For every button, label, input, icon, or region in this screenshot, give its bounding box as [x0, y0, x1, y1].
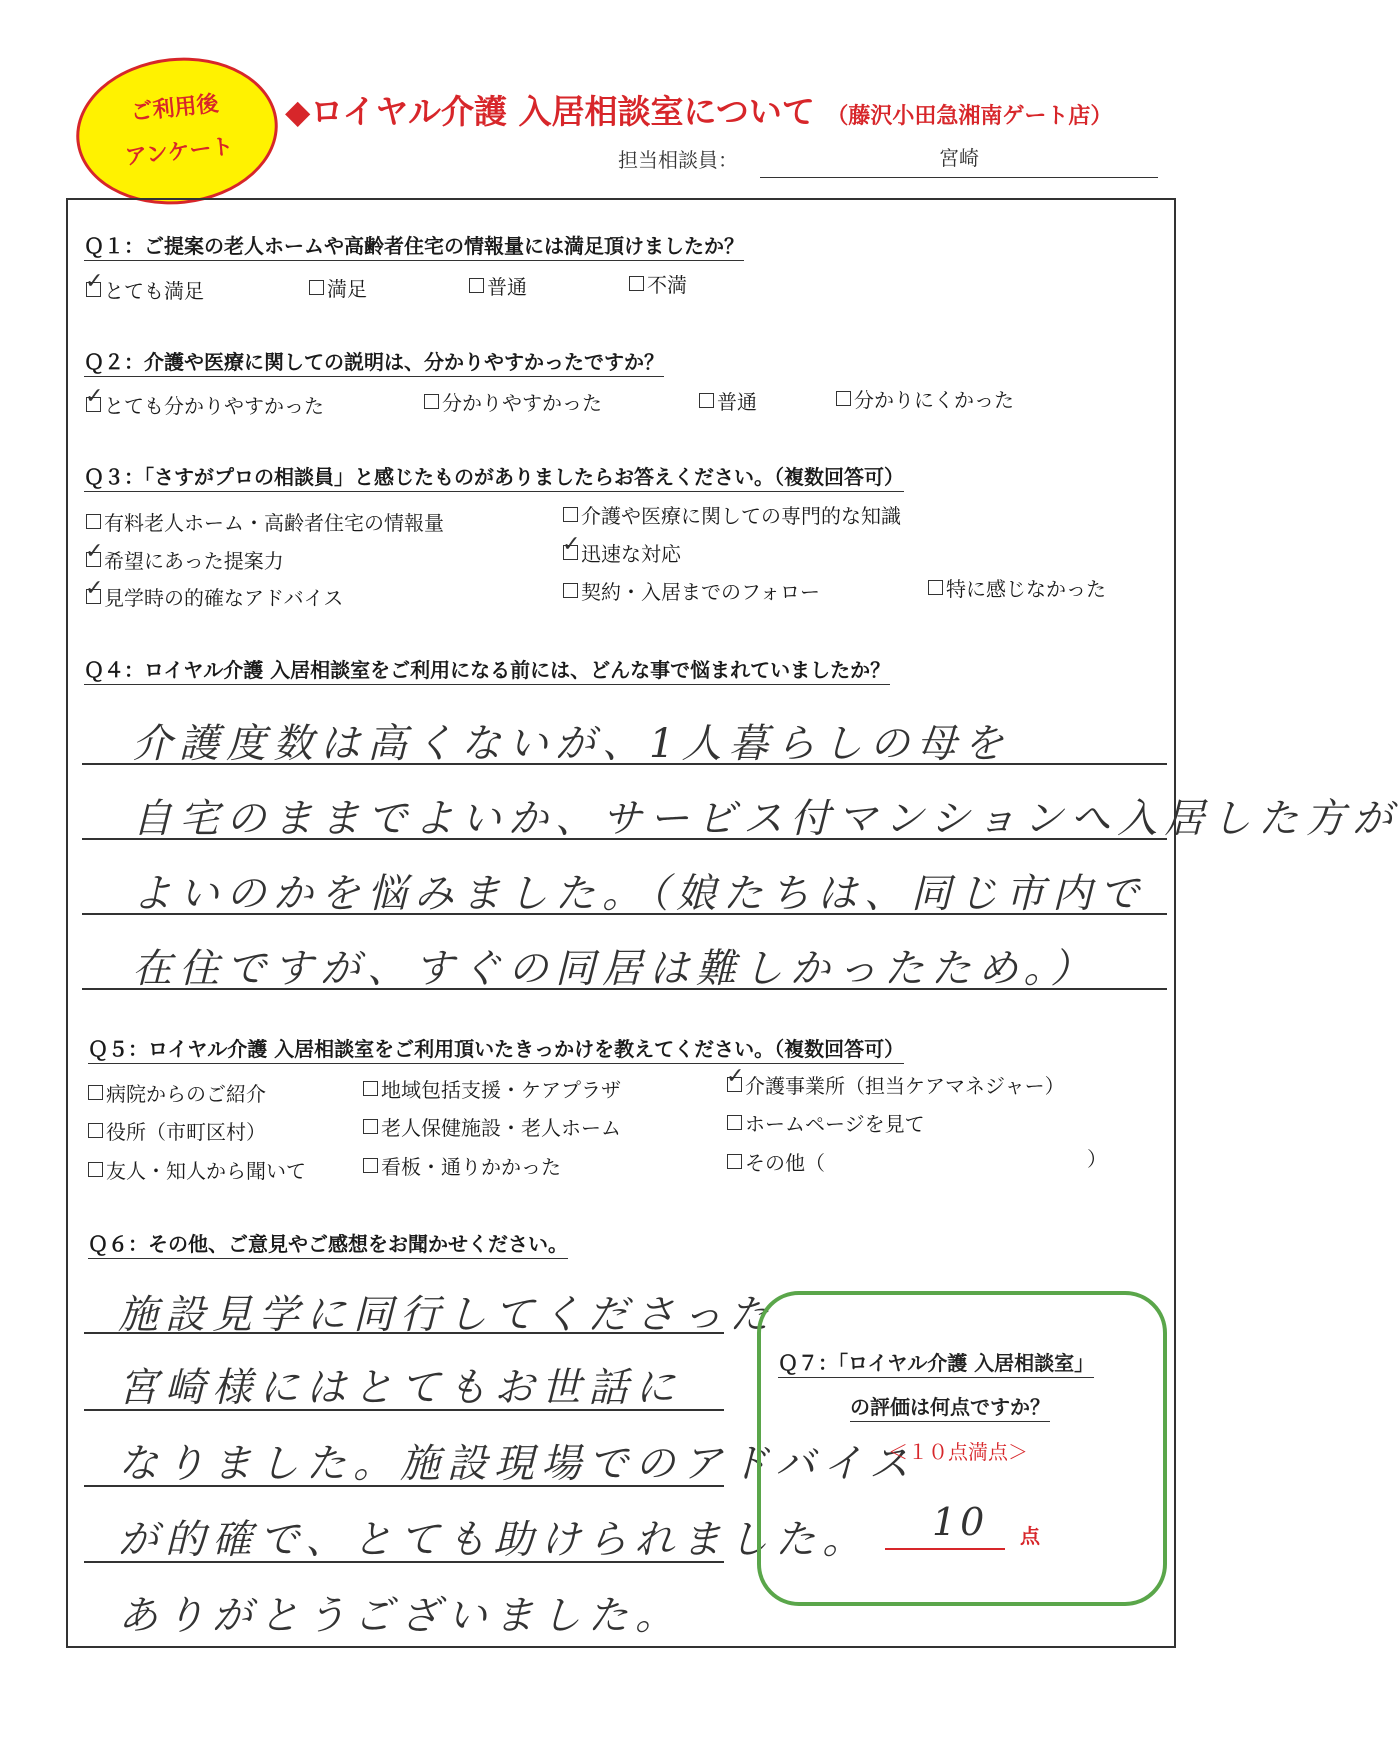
q4-question: Ｑ４：ロイヤル介護 入居相談室をご利用になる前には、どんな事で悩まれていましたか？ [84, 654, 890, 685]
q6-answer-line-4: が的確で、とても助けられました。 [118, 1517, 870, 1563]
q3-option-none[interactable]: 特に感じなかった [928, 573, 1106, 602]
checkbox-checked[interactable] [86, 589, 101, 604]
checkbox[interactable] [424, 394, 439, 409]
checkbox[interactable] [629, 276, 644, 291]
checkbox-checked[interactable] [86, 397, 101, 412]
q3-option-info-volume[interactable]: 有料老人ホーム・高齢者住宅の情報量 [86, 507, 444, 536]
q7-score-underline [885, 1548, 1005, 1550]
q3-option-visit-advice[interactable]: ✓ 見学時の的確なアドバイス [86, 582, 343, 611]
checkbox[interactable] [563, 583, 578, 598]
staff-name: 宮崎 [939, 146, 979, 170]
q2-option-very-clear[interactable]: ✓ とても分かりやすかった [86, 390, 324, 419]
q3-option-quick-response[interactable]: ✓ 迅速な対応 [563, 538, 681, 567]
checkbox[interactable] [727, 1115, 742, 1130]
q5-option-care-office[interactable]: ✓ 介護事業所（担当ケアマネジャー） [727, 1070, 1065, 1099]
q5-option-community-support[interactable]: 地域包括支援・ケアプラザ [363, 1074, 621, 1103]
q7-question-line-1: Ｑ７：「ロイヤル介護 入居相談室」 [778, 1347, 1094, 1378]
q6-answer-line-2: 宮崎様にはとてもお世話に [118, 1365, 682, 1411]
q5-option-hospital[interactable]: 病院からのご紹介 [88, 1078, 266, 1107]
q1-option-satisfied[interactable]: 満足 [309, 273, 367, 302]
q1-option-average[interactable]: 普通 [469, 271, 527, 300]
q5-other-close-paren: ） [1087, 1147, 1107, 1171]
q1-option-dissatisfied[interactable]: 不満 [629, 269, 687, 298]
checkbox[interactable] [363, 1081, 378, 1096]
page-title [285, 86, 1112, 133]
q5-option-facility[interactable]: 老人保健施設・老人ホーム [363, 1112, 621, 1141]
answer-rule [82, 838, 1167, 840]
q7-max-score: ＜１０点満点＞ [888, 1440, 1028, 1464]
q6-answer-line-3: なりました。施設現場でのアドバイス [118, 1441, 916, 1487]
answer-rule [82, 913, 1167, 915]
q2-option-average[interactable]: 普通 [699, 386, 757, 415]
q7-score-value: 10 [932, 1500, 989, 1544]
q5-option-other[interactable]: その他（ [727, 1147, 825, 1176]
answer-rule [84, 1332, 724, 1334]
checkbox-checked[interactable] [86, 282, 101, 297]
checkbox[interactable] [563, 507, 578, 522]
q3-option-follow-up[interactable]: 契約・入居までのフォロー [563, 576, 820, 605]
checkbox-checked[interactable] [727, 1077, 742, 1092]
staff-underline [760, 177, 1158, 178]
checkbox[interactable] [928, 580, 943, 595]
answer-rule [84, 1409, 724, 1411]
checkbox[interactable] [836, 391, 851, 406]
q1-question: Ｑ１：ご提案の老人ホームや高齢者住宅の情報量には満足頂けましたか？ [84, 230, 744, 261]
answer-rule [84, 1485, 724, 1487]
survey-badge [69, 48, 285, 214]
q1-option-very-satisfied[interactable]: ✓ とても満足 [86, 275, 204, 304]
q6-question: Ｑ６：その他、ご意見やご感想をお聞かせください。 [88, 1228, 568, 1259]
q5-option-government[interactable]: 役所（市町区村） [88, 1116, 266, 1145]
checkbox-checked[interactable] [86, 552, 101, 567]
answer-rule [84, 1561, 724, 1563]
answer-rule [82, 988, 1167, 990]
checkbox[interactable] [699, 393, 714, 408]
checkbox[interactable] [727, 1154, 742, 1169]
q5-question: Ｑ５：ロイヤル介護 入居相談室をご利用頂いたきっかけを教えてください。（複数回答可） [88, 1033, 904, 1064]
title-store: （藤沢小田急湘南ゲート店） [826, 104, 1113, 129]
q4-answer-line-1: 介護度数は高くないが、1人暮らしの母を [132, 721, 1011, 767]
q7-score-unit: 点 [1020, 1524, 1040, 1548]
checkbox[interactable] [88, 1162, 103, 1177]
q5-option-homepage[interactable]: ホームページを見て [727, 1108, 925, 1137]
q4-answer-line-2: 自宅のままでよいか、サービス付マンションへ入居した方が [132, 796, 1399, 842]
q7-question-line-2: の評価は何点ですか？ [850, 1391, 1050, 1422]
q4-answer-line-3: よいのかを悩みました。（娘たちは、同じ市内で [132, 871, 1146, 917]
title-main: ◆ロイヤル介護 入居相談室について [285, 92, 815, 131]
checkbox[interactable] [88, 1085, 103, 1100]
q6-answer-line-1: 施設見学に同行してくださった [118, 1292, 776, 1338]
checkbox[interactable] [88, 1123, 103, 1138]
q3-question: Ｑ３：「さすがプロの相談員」と感じたものがありましたらお答えください。（複数回答可） [84, 461, 904, 492]
q2-option-clear[interactable]: 分かりやすかった [424, 387, 602, 416]
q4-answer-line-4: 在住ですが、すぐの同居は難しかったため。） [132, 946, 1098, 992]
q5-option-friend[interactable]: 友人・知人から聞いて [88, 1155, 306, 1184]
q6-answer-line-5: ありがとうございました。 [118, 1593, 682, 1639]
checkbox[interactable] [469, 278, 484, 293]
q3-option-proposal[interactable]: ✓ 希望にあった提案力 [86, 545, 284, 574]
checkbox[interactable] [86, 514, 101, 529]
q2-question: Ｑ２：介護や医療に関しての説明は、分かりやすかったですか？ [84, 346, 664, 377]
checkbox[interactable] [309, 280, 324, 295]
staff-label: 担当相談員： [618, 148, 738, 172]
answer-rule [82, 763, 1167, 765]
checkbox[interactable] [363, 1119, 378, 1134]
checkbox-checked[interactable] [563, 545, 578, 560]
checkbox[interactable] [363, 1158, 378, 1173]
badge-line-1: ご利用後 [129, 91, 220, 126]
badge-line-2: アンケート [123, 134, 235, 171]
q5-option-signboard[interactable]: 看板・通りかかった [363, 1151, 561, 1180]
q3-option-expert-knowledge[interactable]: 介護や医療に関しての専門的な知識 [563, 500, 901, 529]
q2-option-unclear[interactable]: 分かりにくかった [836, 384, 1014, 413]
